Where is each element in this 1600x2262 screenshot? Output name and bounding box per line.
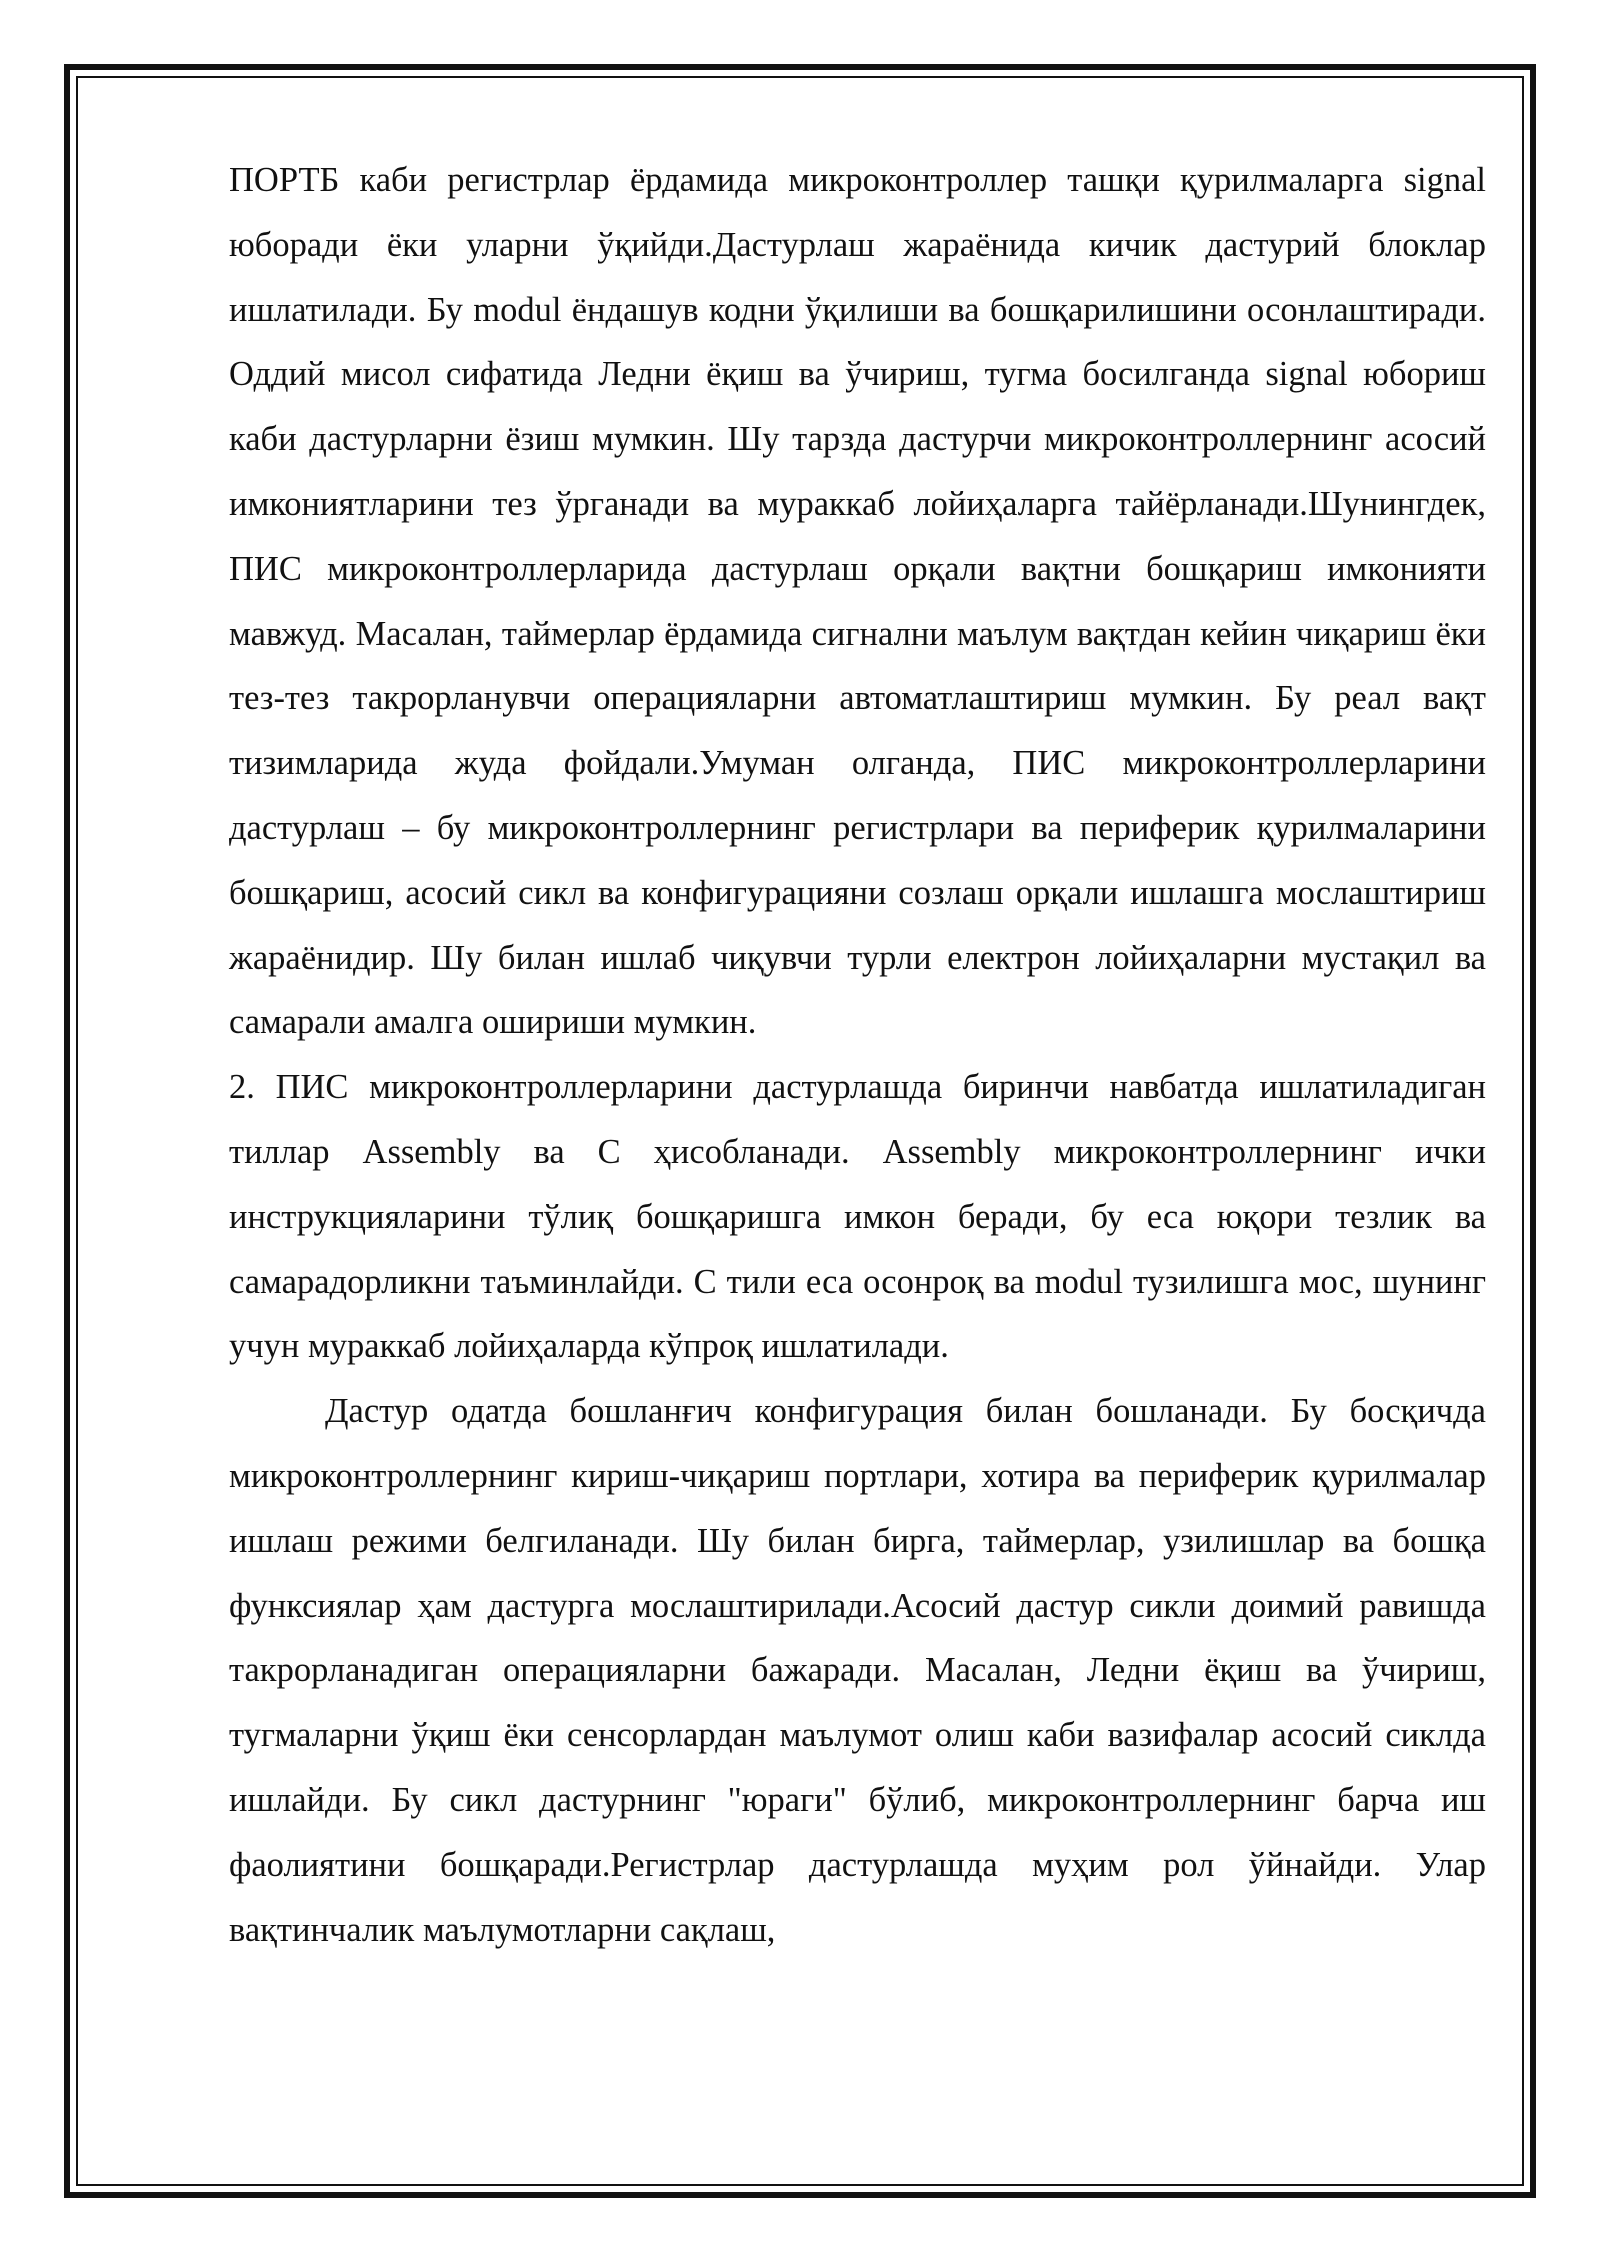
paragraph-programming-languages: 2. ПИС микроконтроллерларини дастурлашда биринчи навбатда ишлатиладиган тиллар Assembly ва С ҳисобланади. Assembly микроконтроллернинг ички инструкцияларини тўлиқ бошқаришга имкон беради, бу еса юқори тезлик ва самарадорликни таъминлайди. С тили еса осонроқ ва modul тузилишга мос, шунинг учун мураккаб лойиҳаларда кўпроқ ишлатилади. (229, 1068, 1486, 1366)
paragraph-program-structure: Дастур одатда бошланғич конфигурация билан бошланади. Бу босқичда микроконтроллернинг кириш-чиқариш портлари, хотира ва периферик қурилмалар ишлаш режими белгиланади. Шу билан бирга, таймерлар, узилишлар ва бошқа функсиялар ҳам дастурга мослаштирилади.Асосий дастур сикли доимий равишда такрорланадиган операцияларни бажаради. Масалан, Ледни ёқиш ва ўчириш, тугмаларни ўқиш ёки сенсорлардан маълумот олиш каби вазифалар асосий сиклда ишлайди. Бу сикл дастурнинг "юраги" бўлиб, микроконтроллернинг барча иш фаолиятини бошқаради.Регистрлар дастурлашда муҳим рол ўйнайди. Улар вақтинчалик маълумотларни сақлаш, (229, 1392, 1486, 1949)
document-body (229, 148, 1486, 1962)
paragraph-ports-and-modules: ПОРТБ каби регистрлар ёрдамида микроконтроллер ташқи қурилмаларга signal юборади ёки уларни ўқийди.Дастурлаш жараёнида кичик дастурий блоклар ишлатилади. Бу modul ёндашув кодни ўқилиши ва бошқарилишини осонлаштиради. Оддий мисол сифатида Ледни ёқиш ва ўчириш, тугма босилганда signal юбориш каби дастурларни ёзиш мумкин. Шу тарзда дастурчи микроконтроллернинг асосий имкониятларини тез ўрганади ва мураккаб лойиҳаларга тайёрланади.Шунингдек, ПИС микроконтроллерларида дастурлаш орқали вақтни бошқариш имконияти мавжуд. Масалан, таймерлар ёрдамида сигнални маълум вақтдан кейин чиқариш ёки тез-тез такрорланувчи операцияларни автоматлаштириш мумкин. Бу реал вақт тизимларида жуда фойдали.Умуман олганда, ПИС микроконтроллерларини дастурлаш – бу микроконтроллернинг регистрлари ва периферик қурилмаларини бошқариш, асосий сикл ва конфигурацияни созлаш орқали ишлашга мослаштириш жараёнидир. Шу билан ишлаб чиқувчи турли електрон лойиҳаларни мустақил ва самарали амалга ошириши мумкин. (229, 161, 1486, 1042)
